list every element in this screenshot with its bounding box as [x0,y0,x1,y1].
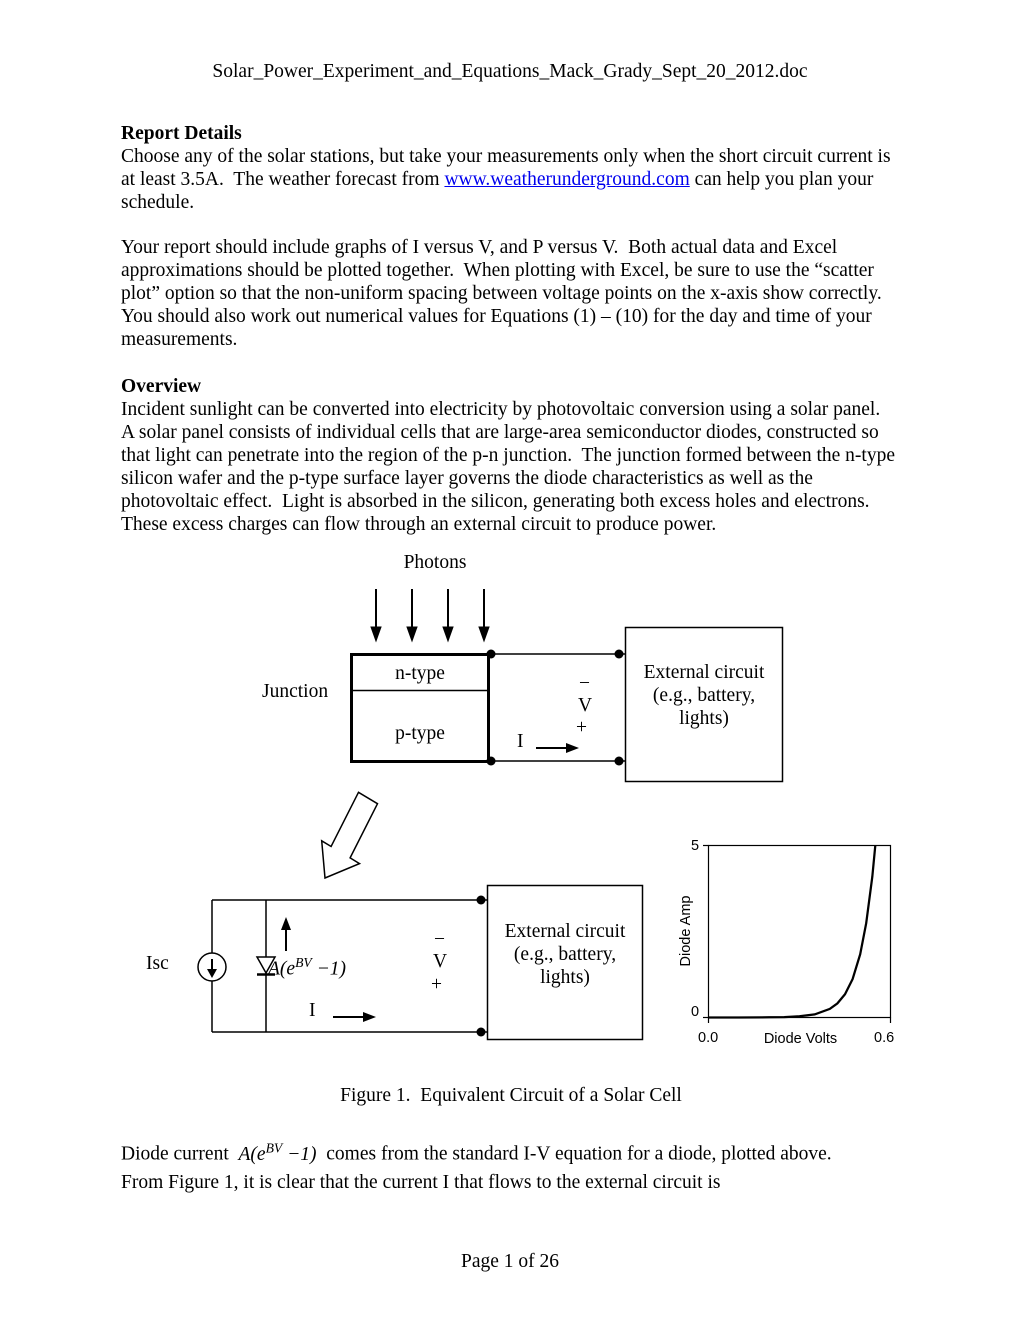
report-details-heading: Report Details [121,123,242,144]
overview-paragraph: Incident sunlight can be converted into electricity by photovoltaic conversion using a solar panel. A solar panel consists of individual cells that are large-area semiconductor diodes, constructed so that light can penetrate into the region of the p-n junction. The junction formed between the n-type silicon wafer and the p-type surface layer governs the diode characteristics as well as the photovoltaic effect. Light is absorbed in the silicon, generating both excess holes and electrons. These excess charges can flow through an external circuit to produce power. [121,399,900,535]
isc-label: Isc [146,953,169,974]
diagram1-wires [490,654,625,761]
sentence-text: Diode current [121,1143,239,1165]
photon-arrows-icon [371,589,489,641]
overview-heading: Overview [121,376,202,397]
x-axis-tick-min: 0.0 [698,1030,719,1046]
current-label-1: I [517,731,524,752]
external-circuit-line: External circuit [504,921,626,942]
diagram2-connection-dots [477,896,486,1037]
closing-sentence-2: From Figure 1, it is clear that the current I that flows to the external circuit is [121,1172,721,1193]
external-circuit-line: lights) [679,708,729,729]
p-type-label: p-type [395,723,445,744]
diode-eq-exponent: BV [265,1140,283,1155]
current-arrow-2-icon [333,1012,376,1022]
paragraph-text: can help you plan your schedule. [121,169,879,213]
weatherunderground-link[interactable]: www.weatherunderground.com [444,169,690,190]
current-source-icon [198,953,226,981]
current-label-2: I [309,1000,316,1021]
diode-current-sentence [121,1136,901,1166]
external-circuit-line: (e.g., battery, [513,944,617,965]
diode-eq-suffix: −1) [311,958,347,980]
external-circuit-line: (e.g., battery, [652,685,756,706]
n-type-label: n-type [395,663,445,684]
external-circuit-label-2 [489,920,641,989]
y-axis-tick-min: 0 [691,1004,700,1020]
block-arrow-icon [322,792,378,878]
sentence-text: comes from the standard I-V equation for a diode, plotted above. [316,1143,832,1165]
photons-label: Photons [403,552,467,573]
diode-iv-curve [709,846,876,1018]
current-arrow-1-icon [536,743,579,753]
plus-terminal-label-1: + [576,717,587,738]
diode-eq-suffix: −1) [282,1143,317,1165]
document-header-filename: Solar_Power_Experiment_and_Equations_Mack_Grady_Sept_20_2012.doc [212,61,808,82]
x-axis-title: Diode Volts [763,1031,838,1047]
external-circuit-line: lights) [540,967,590,988]
minus-terminal-label-1: − [579,673,590,694]
diode-current-arrow-icon [281,917,291,951]
junction-label: Junction [262,681,329,702]
diode-equation [268,951,346,981]
report-paragraph-2: Your report should include graphs of I versus V, and P versus V. Both actual data and Excel approximations should be plotted together. When plotting with Excel, be sure to use the “scatter plot” option so that the non-uniform spacing between voltage points on the x-axis show correctly. You should also work out numerical values for Equations (1) – (10) for the day and time of your measurements. [121,237,891,350]
y-axis-title: Diode Amp [678,895,694,967]
figure-caption: Figure 1. Equivalent Circuit of a Solar Cell [340,1085,682,1106]
plus-terminal-label-2: + [431,974,442,995]
inline-diode-equation [238,1140,317,1165]
paragraph-text: Choose any of the solar stations, but take your measurements only when the short circuit current is at least 3.5A. The weather forecast from [121,146,896,190]
x-axis-tick-max: 0.6 [874,1030,895,1046]
y-axis-tick-max: 5 [691,838,700,854]
page-footer: Page 1 of 26 [460,1251,560,1272]
external-circuit-label-1 [627,661,781,730]
diode-eq-prefix: A(e [268,958,296,980]
minus-terminal-label-2: − [434,929,445,950]
external-circuit-line: External circuit [643,662,765,683]
chart-frame [703,846,891,1024]
diode-eq-prefix: A(e [238,1143,266,1165]
voltage-label-1: V [578,695,593,716]
diode-eq-exponent: BV [295,955,312,970]
voltage-label-2: V [433,951,448,972]
